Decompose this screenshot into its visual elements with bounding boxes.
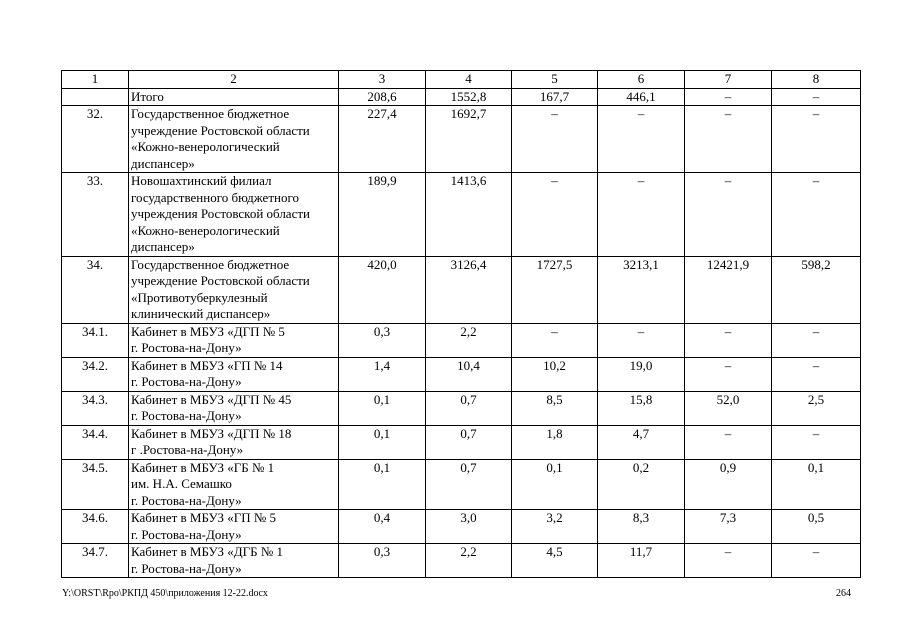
value-cell-6: 15,8 xyxy=(598,391,685,425)
table-row xyxy=(62,510,861,544)
institution-name-cell: Итого xyxy=(129,88,339,106)
header-cell: 2 xyxy=(129,71,339,89)
value-cell-8: 0,5 xyxy=(772,510,861,544)
header-cell: 8 xyxy=(772,71,861,89)
header-cell: 4 xyxy=(426,71,512,89)
value-cell-8: – xyxy=(772,357,861,391)
value-cell-6: 3213,1 xyxy=(598,256,685,323)
institution-name-cell: Новошахтинский филиал государственного бюджетного учреждения Ростовской области «Кожно-венерологический диспансер» xyxy=(129,173,339,257)
data-table xyxy=(61,70,861,578)
table-row xyxy=(62,88,861,106)
table-body xyxy=(62,71,861,578)
value-cell-7: – xyxy=(685,544,772,578)
value-cell-3: 0,3 xyxy=(339,544,426,578)
page-number: 264 xyxy=(836,588,851,599)
value-cell-7: – xyxy=(685,106,772,173)
value-cell-6: 446,1 xyxy=(598,88,685,106)
value-cell-6: – xyxy=(598,323,685,357)
value-cell-3: 189,9 xyxy=(339,173,426,257)
value-cell-4: 3,0 xyxy=(426,510,512,544)
value-cell-3: 1,4 xyxy=(339,357,426,391)
value-cell-4: 10,4 xyxy=(426,357,512,391)
table-row xyxy=(62,357,861,391)
value-cell-3: 0,1 xyxy=(339,425,426,459)
value-cell-3: 0,1 xyxy=(339,391,426,425)
table-row xyxy=(62,106,861,173)
header-cell: 5 xyxy=(512,71,598,89)
value-cell-8: 2,5 xyxy=(772,391,861,425)
value-cell-5: – xyxy=(512,106,598,173)
header-cell: 3 xyxy=(339,71,426,89)
value-cell-5: – xyxy=(512,173,598,257)
value-cell-6: 11,7 xyxy=(598,544,685,578)
value-cell-3: 0,1 xyxy=(339,459,426,510)
value-cell-7: – xyxy=(685,357,772,391)
table-header-row xyxy=(62,71,861,89)
value-cell-6: – xyxy=(598,106,685,173)
row-number-cell: 32. xyxy=(62,106,129,173)
value-cell-5: 8,5 xyxy=(512,391,598,425)
institution-name-cell: Кабинет в МБУЗ «ГП № 14 г. Ростова-на-Дону» xyxy=(129,357,339,391)
table-row xyxy=(62,459,861,510)
value-cell-6: 0,2 xyxy=(598,459,685,510)
row-number-cell: 34.6. xyxy=(62,510,129,544)
row-number-cell xyxy=(62,88,129,106)
value-cell-7: 12421,9 xyxy=(685,256,772,323)
institution-name-cell: Кабинет в МБУЗ «ДГП № 5 г. Ростова-на-Дону» xyxy=(129,323,339,357)
value-cell-7: – xyxy=(685,88,772,106)
value-cell-5: 4,5 xyxy=(512,544,598,578)
value-cell-7: – xyxy=(685,425,772,459)
institution-name-cell: Кабинет в МБУЗ «ГП № 5 г. Ростова-на-Дону» xyxy=(129,510,339,544)
value-cell-7: 0,9 xyxy=(685,459,772,510)
row-number-cell: 34.1. xyxy=(62,323,129,357)
value-cell-8: 598,2 xyxy=(772,256,861,323)
header-cell: 7 xyxy=(685,71,772,89)
value-cell-4: 0,7 xyxy=(426,459,512,510)
table-row xyxy=(62,544,861,578)
value-cell-4: 0,7 xyxy=(426,425,512,459)
value-cell-8: – xyxy=(772,106,861,173)
value-cell-6: 19,0 xyxy=(598,357,685,391)
table-row xyxy=(62,256,861,323)
row-number-cell: 34.5. xyxy=(62,459,129,510)
value-cell-4: 1692,7 xyxy=(426,106,512,173)
value-cell-3: 0,4 xyxy=(339,510,426,544)
file-path: Y:\ORST\Rpo\РКПД 450\приложения 12-22.docx xyxy=(62,588,268,599)
row-number-cell: 34. xyxy=(62,256,129,323)
value-cell-7: 52,0 xyxy=(685,391,772,425)
value-cell-5: 0,1 xyxy=(512,459,598,510)
row-number-cell: 34.4. xyxy=(62,425,129,459)
value-cell-8: – xyxy=(772,544,861,578)
value-cell-5: 3,2 xyxy=(512,510,598,544)
value-cell-4: 1413,6 xyxy=(426,173,512,257)
institution-name-cell: Кабинет в МБУЗ «ДГБ № 1 г. Ростова-на-Дону» xyxy=(129,544,339,578)
table-row xyxy=(62,173,861,257)
value-cell-6: 8,3 xyxy=(598,510,685,544)
value-cell-7: – xyxy=(685,323,772,357)
table-row xyxy=(62,425,861,459)
institution-name-cell: Государственное бюджетное учреждение Ростовской области «Кожно-венерологический диспансер» xyxy=(129,106,339,173)
value-cell-4: 1552,8 xyxy=(426,88,512,106)
value-cell-3: 208,6 xyxy=(339,88,426,106)
header-cell: 6 xyxy=(598,71,685,89)
row-number-cell: 34.2. xyxy=(62,357,129,391)
institution-name-cell: Кабинет в МБУЗ «ДГП № 45 г. Ростова-на-Дону» xyxy=(129,391,339,425)
value-cell-6: – xyxy=(598,173,685,257)
value-cell-4: 0,7 xyxy=(426,391,512,425)
row-number-cell: 34.3. xyxy=(62,391,129,425)
value-cell-3: 420,0 xyxy=(339,256,426,323)
institution-name-cell: Государственное бюджетное учреждение Ростовской области «Противотуберкулезный клинический диспансер» xyxy=(129,256,339,323)
institution-name-cell: Кабинет в МБУЗ «ГБ № 1 им. Н.А. Семашко г. Ростова-на-Дону» xyxy=(129,459,339,510)
row-number-cell: 33. xyxy=(62,173,129,257)
value-cell-8: – xyxy=(772,425,861,459)
value-cell-8: – xyxy=(772,323,861,357)
value-cell-6: 4,7 xyxy=(598,425,685,459)
value-cell-7: 7,3 xyxy=(685,510,772,544)
row-number-cell: 34.7. xyxy=(62,544,129,578)
value-cell-5: 167,7 xyxy=(512,88,598,106)
value-cell-5: 1,8 xyxy=(512,425,598,459)
value-cell-4: 2,2 xyxy=(426,544,512,578)
value-cell-3: 227,4 xyxy=(339,106,426,173)
value-cell-4: 2,2 xyxy=(426,323,512,357)
value-cell-5: – xyxy=(512,323,598,357)
value-cell-4: 3126,4 xyxy=(426,256,512,323)
institution-name-cell: Кабинет в МБУЗ «ДГП № 18 г .Ростова-на-Дону» xyxy=(129,425,339,459)
table-row xyxy=(62,391,861,425)
value-cell-7: – xyxy=(685,173,772,257)
value-cell-3: 0,3 xyxy=(339,323,426,357)
table-row xyxy=(62,323,861,357)
header-cell: 1 xyxy=(62,71,129,89)
value-cell-8: – xyxy=(772,88,861,106)
value-cell-8: 0,1 xyxy=(772,459,861,510)
value-cell-8: – xyxy=(772,173,861,257)
value-cell-5: 10,2 xyxy=(512,357,598,391)
value-cell-5: 1727,5 xyxy=(512,256,598,323)
